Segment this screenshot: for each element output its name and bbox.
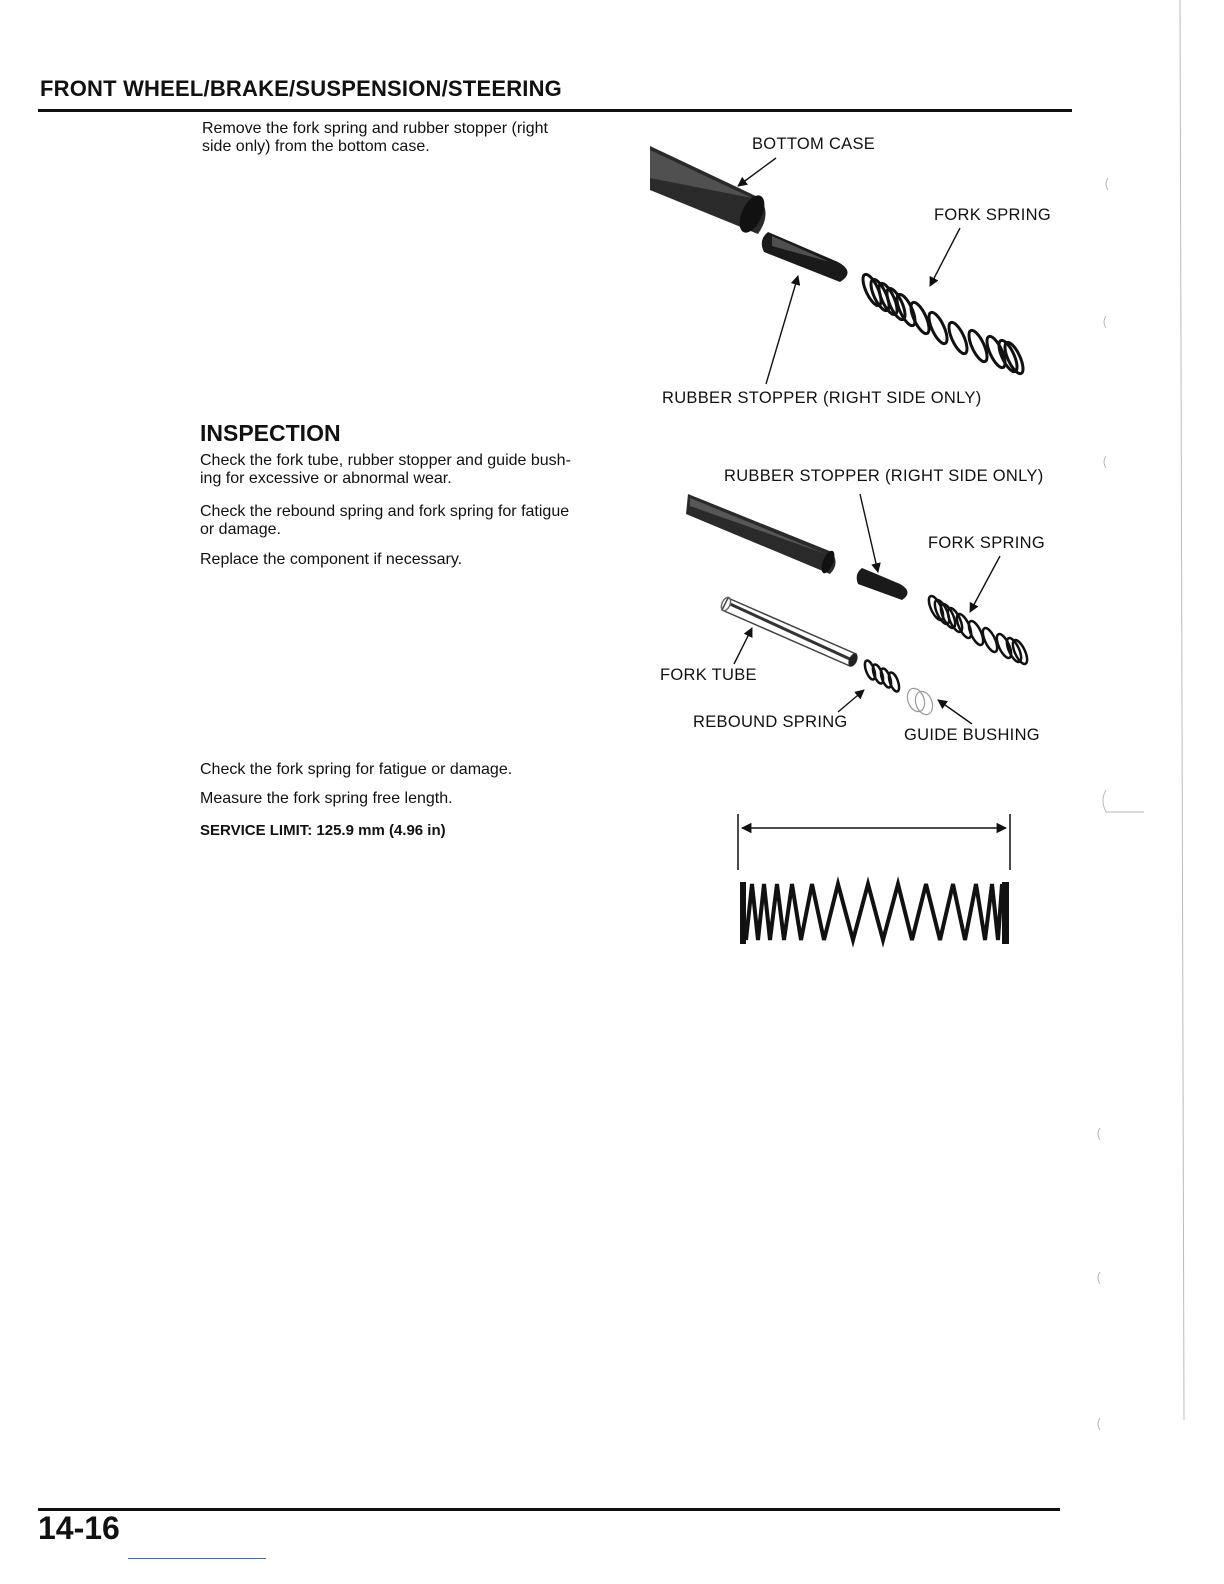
fig2-rubber-stopper-drawing — [857, 568, 908, 600]
spring-check-line2: Measure the fork spring free length. — [200, 790, 453, 807]
fig2-label-rubber-stopper: RUBBER STOPPER (RIGHT SIDE ONLY) — [724, 467, 1044, 485]
inspection-p2-line2: or damage. — [200, 521, 281, 538]
fig2-bottom-case-drawing — [686, 494, 837, 575]
spring-check-line1: Check the fork spring for fatigue or damage. — [200, 761, 513, 778]
inspection-p3: Replace the component if necessary. — [200, 551, 463, 568]
fig1-label-fork-spring: FORK SPRING — [934, 206, 1051, 224]
fig1-label-bottom-case: BOTTOM CASE — [752, 135, 876, 153]
fig2-fork-spring-drawing — [926, 594, 1030, 666]
inspection-p2-line1: Check the rebound spring and fork spring for fatigue — [200, 503, 570, 520]
footer-rule — [38, 1508, 1060, 1511]
fig2-label-fork-tube: FORK TUBE — [660, 666, 757, 684]
fig2-label-guide-bushing: GUIDE BUSHING — [904, 726, 1040, 744]
fig2-label-fork-spring: FORK SPRING — [928, 534, 1045, 552]
fig2-rebound-spring-drawing — [863, 659, 901, 693]
service-limit: SERVICE LIMIT: 125.9 mm (4.96 in) — [200, 822, 446, 839]
fig3-fork-spring-drawing — [740, 882, 1009, 944]
fig1-fork-spring-drawing — [859, 272, 1026, 376]
footer-link-underline — [128, 1558, 266, 1559]
fig2-leader-lines — [734, 494, 1000, 724]
fig1-leader-lines — [738, 158, 960, 384]
fig2-fork-tube-drawing — [719, 596, 859, 668]
intro-line-1: Remove the fork spring and rubber stopper (right — [202, 120, 548, 137]
fig1-rubber-stopper-drawing — [762, 232, 848, 282]
page-number: 14-16 — [38, 1510, 120, 1546]
fig3-free-length-dimension — [738, 814, 1010, 870]
fig2-guide-bushing-drawing — [904, 686, 935, 717]
margin-punch-marks — [1098, 0, 1184, 1430]
fig1-bottom-case-drawing — [650, 146, 770, 236]
page-header-title: FRONT WHEEL/BRAKE/SUSPENSION/STEERING — [40, 76, 562, 101]
fig2-label-rebound-spring: REBOUND SPRING — [693, 713, 848, 731]
inspection-p1-line2: ing for excessive or abnormal wear. — [200, 470, 452, 487]
intro-line-2: side only) from the bottom case. — [202, 138, 430, 155]
inspection-p1-line1: Check the fork tube, rubber stopper and guide bush- — [200, 452, 571, 469]
fig1-label-rubber-stopper: RUBBER STOPPER (RIGHT SIDE ONLY) — [662, 389, 982, 407]
inspection-heading: INSPECTION — [200, 420, 341, 446]
